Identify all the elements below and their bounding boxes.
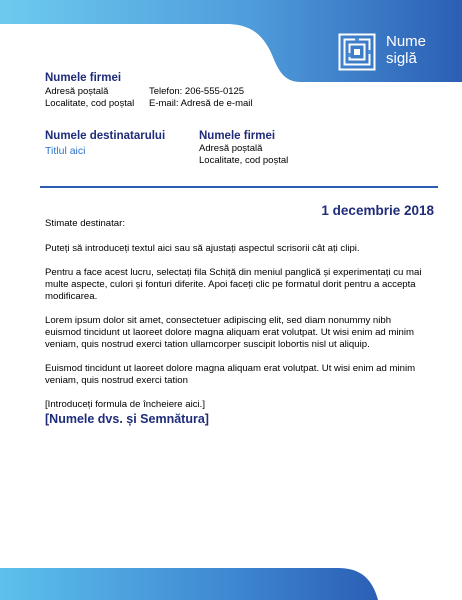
sender-email: E-mail: Adresă de e-mail: [149, 98, 253, 109]
logo-line-2: siglă: [386, 50, 417, 67]
letter-date: 1 decembrie 2018: [321, 203, 434, 218]
recipient-name: Numele destinatarului: [45, 130, 166, 142]
sender-phone: Telefon: 206-555-0125: [149, 86, 245, 97]
recipient-block: [45, 129, 425, 167]
sender-block: [45, 71, 252, 110]
recipient-address: Adresă poștală: [199, 143, 263, 154]
letter-signature: [Numele dvs. și Semnătura]: [45, 412, 209, 426]
sender-company-name: Numele firmei: [45, 72, 122, 84]
letter-paragraph: Euismod tincidunt ut laoreet dolore magna aliquam erat volutpat. Ut wisi enim ad minim veniam, quis nostrud exerci tation: [45, 363, 416, 386]
logo-line-1: Nume: [386, 33, 427, 50]
maze-logo-icon: [338, 33, 376, 71]
letter-paragraph: Pentru a face acest lucru, selectați fila Schiță din meniul panglică și experimentați cu mai multe aspecte, culori și fonturi diferite. Apoi faceți clic pe formatul dorit pentru a accepta modificarea.: [45, 267, 422, 302]
letter-paragraph: Lorem ipsum dolor sit amet, consectetuer adipiscing elit, sed diam nonummy nibh euismod tincidunt ut laoreet dolore magna aliquam erat volutpat. Ut wisi enim ad minim veniam, quis nostrud exerci tation ullamcorper suscipit lobortis nisl ut aliquip.: [45, 315, 415, 350]
letter-closing: [Introduceți formula de încheiere aici.]: [45, 399, 205, 410]
letter-body: [45, 218, 425, 427]
recipient-company-name: Numele firmei: [199, 130, 276, 142]
recipient-city: Localitate, cod poștal: [199, 155, 289, 166]
letter-greeting: Stimate destinatar:: [45, 218, 125, 229]
sender-city: Localitate, cod poștal: [45, 98, 135, 109]
footer-banner: [0, 568, 462, 600]
logo-text: [386, 33, 426, 67]
logo: [338, 33, 426, 77]
sender-address: Adresă poștală: [45, 86, 109, 97]
letter-paragraph: Puteți să introduceți textul aici sau să ajustați aspectul scrisorii cât ați clipi.: [45, 243, 360, 254]
divider-line: [40, 186, 438, 188]
recipient-title: Titlul aici: [45, 145, 86, 157]
